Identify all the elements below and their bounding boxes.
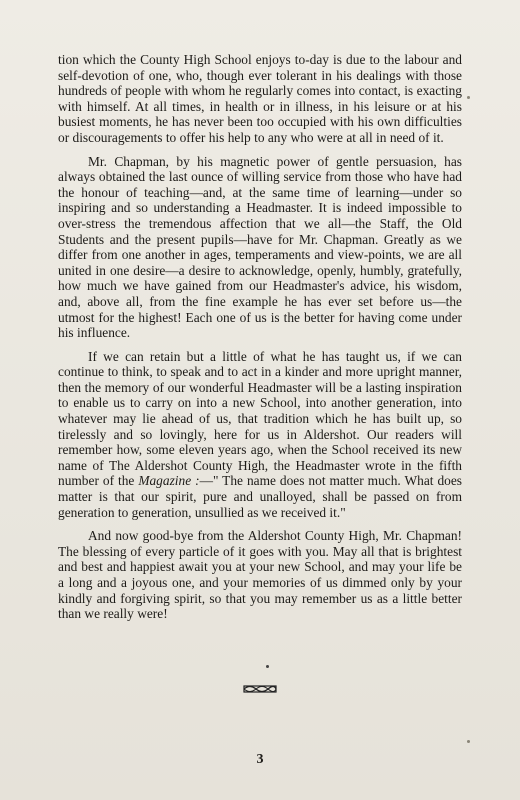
paragraph-2: Mr. Chapman, by his magnetic power of gentle persuasion, has always obtained the last ounce of willing service from those who have had the honour of teaching—and, at the same time of learning—under so inspiring and so understanding a Headmaster. It is indeed impossible to over-stress the tremendous affection that we all—the Staff, the Old Students and the present pupils—have for Mr. Chapman. Greatly as we differ from one another in ages, temperaments and view-points, we are all united in one desire—a desire to acknowledge, openly, humbly, gratefully, how much we have gained from our Headmaster's advice, his wisdom, and, above all, from the fine example he has ever set before us—the utmost for the highest! Each one of us is the better for having come under his influence. bbox=[58, 153, 462, 341]
paragraph-4: And now good-bye from the Aldershot County High, Mr. Chapman! The blessing of every particle of it goes with you. May all that is brightest and best and happiest await you at your new School, and may your life be a long and a joyous one, and your memories of us dimmed only by your kindly and forgiving spirit, so that you may remember us as a little better than we really were! bbox=[58, 528, 462, 622]
magazine-title: Magazine : bbox=[138, 473, 200, 489]
paragraph-3 bbox=[58, 349, 462, 521]
article-body bbox=[58, 52, 462, 622]
paragraph-1: tion which the County High School enjoys to-day is due to the labour and self-devotion of one, who, though ever tolerant in his dealings with those hundreds of people with whom he regularly comes into contact, is exacting with himself. At all times, in health or in illness, in his leisure or at his busiest moments, he has never been too occupied with his own difficulties or discouragements to offer his help to any who were at all in need of it. bbox=[58, 52, 462, 145]
paragraph-3-start: If we can retain but a little of what he has taught us, if we can continue to think, to speak and to act in a kinder and more upright manner, then the memory of our wonderful Headmaster will be a lasting inspiration to enable us to carry on into a new School, into another generation, into whatever may lie ahead of us, that tradition which he has built up, so tirelessly and so lovingly, here for us in Aldershot. Our readers will remember how, some eleven years ago, when the School received its new name of The Aldershot County High, the Headmaster wrote in the fifth number of the bbox=[58, 348, 462, 489]
page-number: 3 bbox=[256, 752, 264, 767]
paragraph-3-quote: —" The name does not matter much. What does matter is that our spirit, pure and unalloyed, shall be passed on from generation to generation, unsullied as we received it." bbox=[58, 473, 463, 520]
paper-speck bbox=[467, 96, 470, 99]
stray-dot bbox=[266, 665, 269, 668]
scroll-ornament-icon bbox=[242, 684, 278, 694]
paper-speck bbox=[467, 740, 470, 743]
